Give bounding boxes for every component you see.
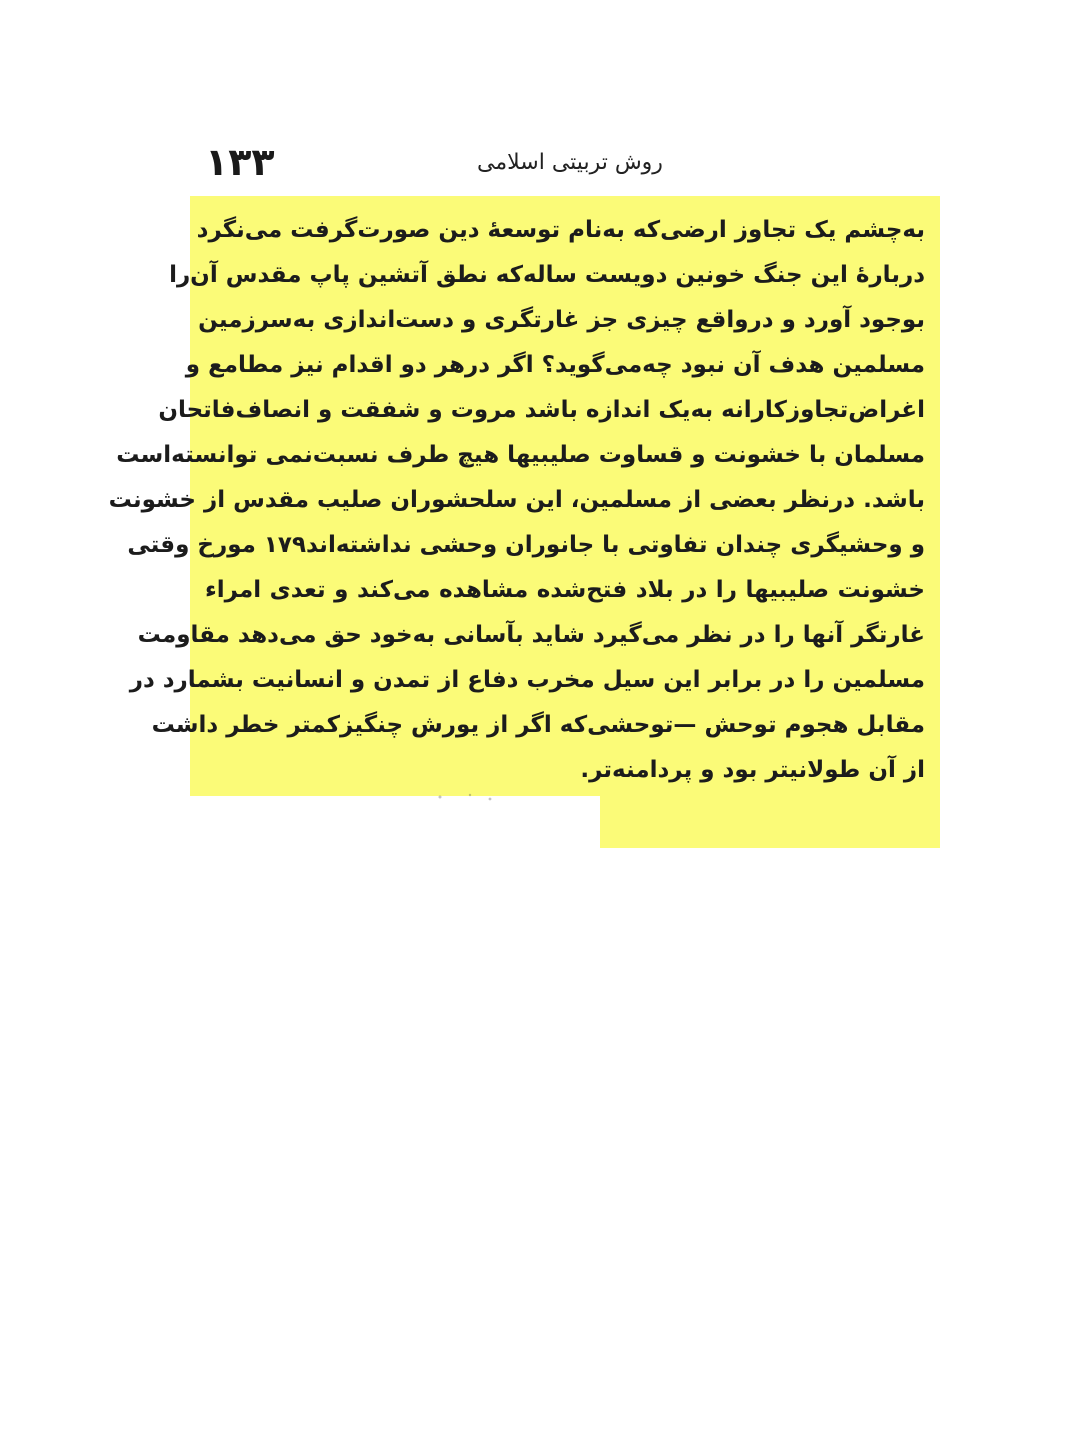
scan-speck-marks: [430, 790, 510, 804]
text-line-4: مسلمین هدف آن نبود چه‌می‌گوید؟ اگر درهر دو اقدام نیز مطامع و: [185, 352, 925, 378]
page-number: ۱۳۳: [205, 140, 275, 184]
text-line-8: و وحشیگری چندان تفاوتی با جانوران وحشی نداشته‌اند۱۷۹ مورخ وقتی: [127, 532, 925, 558]
text-line-6: مسلمان با خشونت و قساوت صلیبیها هیچ طرف نسبت‌نمی توانسته‌است: [116, 442, 925, 468]
text-highlight-tail: [600, 796, 940, 848]
text-line-1: به‌چشم یک تجاوز ارضی‌که به‌نام توسعهٔ دین صورت‌گرفت می‌نگرد: [196, 217, 925, 243]
text-line-11: مسلمین را در برابر این سیل مخرب دفاع از تمدن و انسانیت بشمارد در: [129, 667, 925, 693]
text-line-7: باشد. درنظر بعضی از مسلمین، این سلحشوران صلیب مقدس از خشونت: [108, 487, 925, 513]
running-header-title: روش تربیتی اسلامی: [477, 150, 663, 175]
body-paragraph: [108, 208, 925, 793]
text-line-2: دربارهٔ این جنگ خونین دویست ساله‌که نطق آتشین پاپ مقدس آن‌را: [169, 262, 925, 288]
text-line-10: غارتگر آنها را در نظر می‌گیرد شاید بآسانی به‌خود حق می‌دهد مقاومت: [137, 622, 925, 648]
text-line-9: خشونت صلیبیها را در بلاد فتح‌شده مشاهده می‌کند و تعدی امراء: [205, 577, 925, 603]
text-line-5: اغراض‌تجاوزکارانه به‌یک اندازه باشد مروت و شفقت و انصاف‌فاتحان: [158, 397, 925, 423]
text-line-3: بوجود آورد و درواقع چیزی جز غارتگری و دست‌اندازی به‌سرزمین: [198, 307, 925, 333]
text-line-13: از آن طولانیتر بود و پردامنه‌تر.: [580, 757, 925, 783]
text-line-12: مقابل هجوم توحش —توحشی‌که اگر از یورش چنگیزکمتر خطر داشت: [151, 712, 925, 738]
